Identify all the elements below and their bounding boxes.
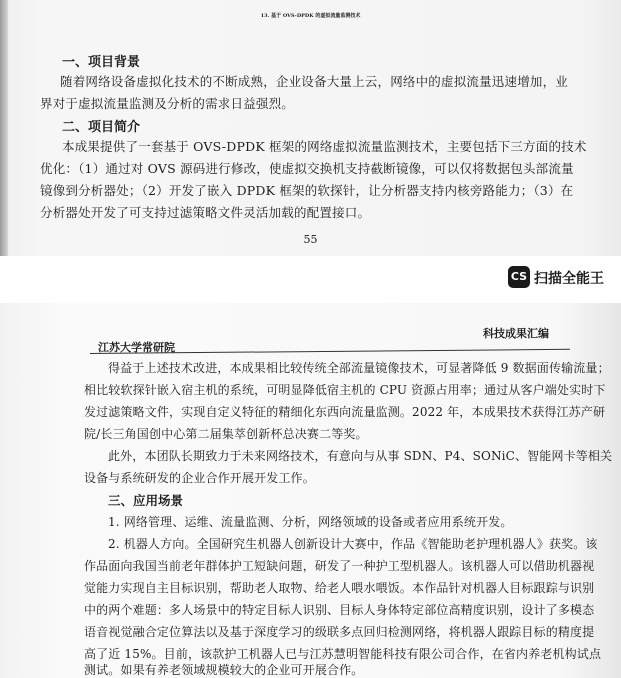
background-line-1: 随着网络设备虚拟化技术的不断成熟，企业设备大量上云，网络中的虚拟流量迅速增加，业 xyxy=(60,74,569,89)
section-heading-background: 一、项目背景 xyxy=(62,55,141,70)
page-binding-shadow xyxy=(0,0,8,256)
camscanner-app-name: 扫描全能王 xyxy=(534,271,604,287)
scanned-page-bottom xyxy=(0,303,621,678)
application-item-2-line-3: 觉能力实现自主目标识别，帮助老人取物、给老人喂水喂饭。本作品针对机器人目标跟踪与识别 xyxy=(84,581,595,595)
results-line-4: 院/长三角国创中心第二届集萃创新杯总决赛二等奖。 xyxy=(84,427,368,441)
section-heading-applications: 三、应用场景 xyxy=(108,493,184,508)
overview-line-2: 优化：（1）通过对 OVS 源码进行修改，使虚拟交换机支持截断镜像，可以仅将数据包头部流量 xyxy=(40,161,574,176)
application-item-2-line-5: 语音视觉融合定位算法以及基于深度学习的级联多点回归检测网络，将机器人跟踪目标的精度提 xyxy=(84,625,595,639)
application-item-2-line-6: 高了近 15%。目前，该款护工机器人已与江苏慧明智能科技有限公司合作，在省内养老机构试点 xyxy=(84,647,602,661)
team-line-1: 此外，本团队长期致力于未来网络技术，有意向与从事 SDN、P4、SONiC、智能网卡等相关 xyxy=(108,449,613,463)
page-number: 55 xyxy=(303,233,318,246)
running-header-left: 江苏大学常研院 xyxy=(98,341,175,354)
section-heading-overview: 二、项目简介 xyxy=(62,120,141,135)
results-line-1: 得益于上述技术改进，本成果相比较传统全部流量镜像技术，可显著降低 9 数据面传输流量； xyxy=(108,361,610,375)
application-item-2-line-4: 中的两个难题：多人场景中的特定目标人识别、目标人身体特定部位高精度识别，设计了多模态 xyxy=(84,603,595,617)
scanned-page-top xyxy=(0,0,621,256)
overview-line-4: 分析器处开发了可支持过滤策略文件灵活加载的配置接口。 xyxy=(40,205,371,220)
camscanner-logo-icon: CS xyxy=(508,266,530,288)
application-item-1: 1. 网络管理、运维、流量监测、分析，网络领域的设备或者应用系统开发。 xyxy=(108,515,513,529)
team-line-2: 设备与系统研发的企业合作开展开发工作。 xyxy=(84,471,315,485)
article-title: 13. 基于 OVS-DPDK 的虚拟流量监测技术 xyxy=(260,13,361,19)
background-line-2: 界对于虚拟流量监测及分析的需求日益强烈。 xyxy=(40,96,295,111)
overview-line-1: 本成果提供了一套基于 OVS-DPDK 框架的网络虚拟流量监测技术，主要包括下三方面的技术 xyxy=(62,139,587,154)
application-item-2-line-2: 作品面向我国当前老年群体护工短缺问题，研发了一种护工型机器人。该机器人可以借助机器视 xyxy=(84,559,595,573)
results-line-2: 相比较软探针嵌入宿主机的系统，可明显降低宿主机的 CPU 资源占用率；通过从客户端处实时下 xyxy=(84,383,606,397)
running-header-right: 科技成果汇编 xyxy=(483,327,549,340)
results-line-3: 发过滤策略文件，实现自定义特征的精细化东西向流量监测。2022 年，本成果技术获得江苏产研 xyxy=(84,405,606,419)
overview-line-3: 镜像到分析器处；（2）开发了嵌入 DPDK 框架的软探针，让分析器支持内核旁路能力；（3）在 xyxy=(40,183,574,198)
application-item-2-line-7: 测试。如果有养老领域规模较大的企业可开展合作。 xyxy=(84,663,364,677)
application-item-2-line-1: 2. 机器人方向。全国研究生机器人创新设计大赛中，作品《智能助老护理机器人》获奖。该 xyxy=(108,537,598,551)
